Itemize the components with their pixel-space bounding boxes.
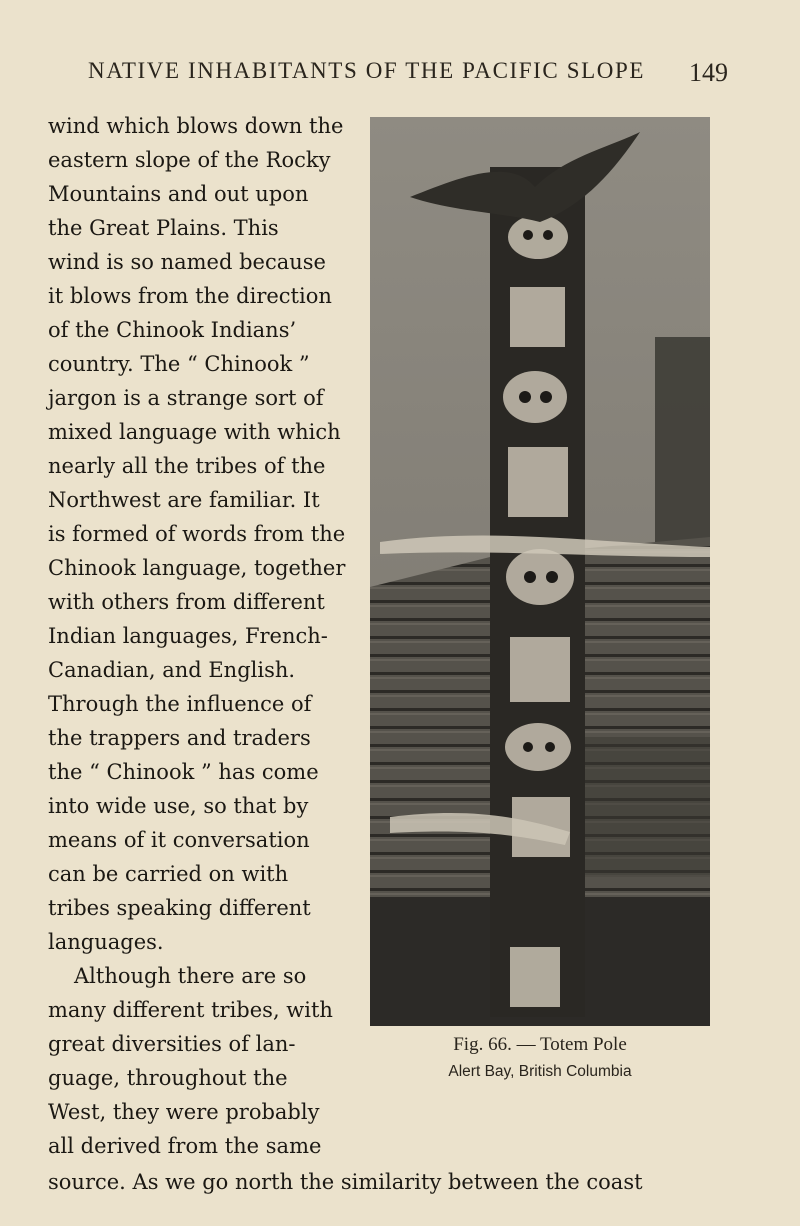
body-line: nearly all the tribes of the [48, 454, 326, 478]
body-line: wind which blows down the [48, 114, 344, 138]
body-line: Although there are so [74, 964, 307, 988]
body-line: mixed language with which [48, 420, 341, 444]
body-line: means of it conversation [48, 828, 310, 852]
totem-pole-illustration [370, 117, 710, 1026]
body-line: Mountains and out upon [48, 182, 309, 206]
body-line: it blows from the direction [48, 284, 332, 308]
body-line: many different tribes, with [48, 998, 333, 1022]
body-line: guage, throughout the [48, 1066, 288, 1090]
body-line: West, they were probably [48, 1100, 320, 1124]
body-line: the trappers and traders [48, 726, 311, 750]
body-line: into wide use, so that by [48, 794, 309, 818]
body-line: the Great Plains. This [48, 216, 279, 240]
body-line-full-width: source. As we go north the similarity between the coast [48, 1170, 643, 1194]
body-line: with others from different [48, 590, 325, 614]
body-line: Chinook language, together [48, 556, 346, 580]
figure-caption-subtitle: Alert Bay, British Columbia [448, 1063, 632, 1080]
body-line: eastern slope of the Rocky [48, 148, 331, 172]
body-line: the “ Chinook ” has come [48, 760, 319, 784]
body-line: Through the influence of [48, 692, 312, 716]
totem-pole-photograph [370, 117, 710, 1026]
body-line: can be carried on with [48, 862, 289, 886]
body-line: Northwest are familiar. It [48, 488, 320, 512]
body-line: great diversities of lan- [48, 1032, 296, 1056]
body-line: Canadian, and English. [48, 658, 296, 682]
tree-foliage [655, 337, 710, 557]
body-line: wind is so named because [48, 250, 326, 274]
body-line: languages. [48, 930, 164, 954]
page-number: 149 [689, 58, 728, 87]
body-line: jargon is a strange sort of [48, 386, 324, 410]
body-line: is formed of words from the [48, 522, 346, 546]
body-line: of the Chinook Indians’ [48, 318, 297, 342]
body-line: all derived from the same [48, 1134, 322, 1158]
running-head [88, 58, 728, 87]
body-line: country. The “ Chinook ” [48, 352, 310, 376]
running-head-title: NATIVE INHABITANTS OF THE PACIFIC SLOPE [88, 58, 646, 83]
body-line: tribes speaking different [48, 896, 311, 920]
house-doorway [570, 737, 710, 877]
body-line: Indian languages, French- [48, 624, 328, 648]
figure-caption-title: Fig. 66. — Totem Pole [453, 1034, 627, 1055]
